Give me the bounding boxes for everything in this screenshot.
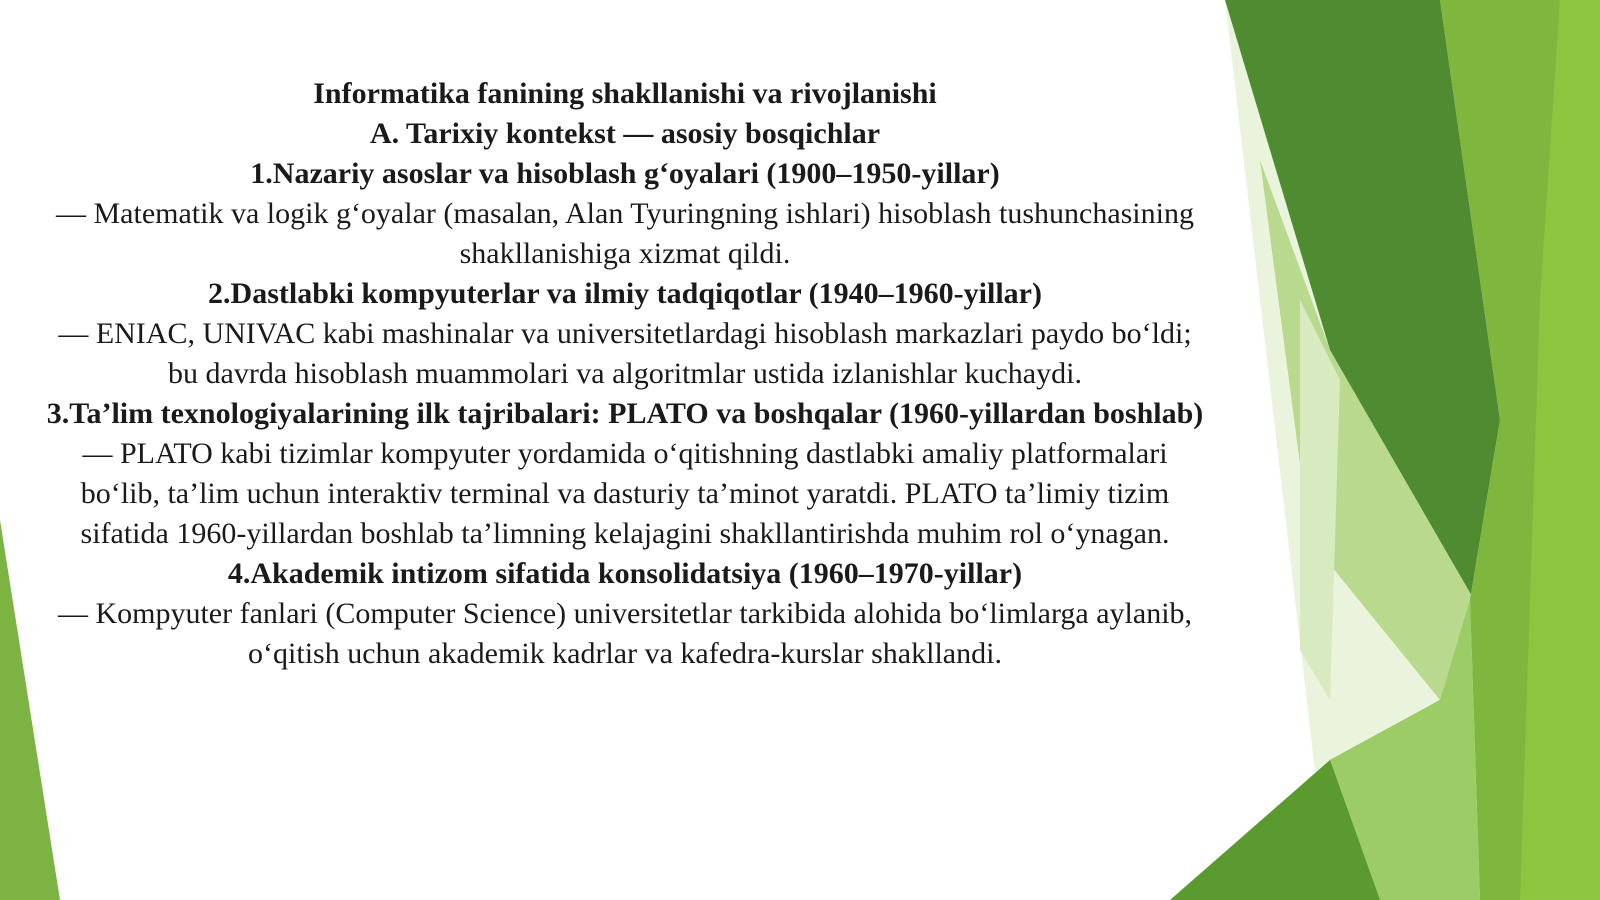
slide-subtitle: A. Tarixiy kontekst — asosiy bosqichlar — [369, 117, 881, 150]
section-body-3: — PLATO kabi tizimlar kompyuter yordamida o‘qitishning dastlabki amaliy platformalari bo‘lib, ta’lim uchun interaktiv terminal va dasturiy ta’minot yaratdi. PLATO ta’limiy tizim sifatida 1960-yillardan boshlab ta’limning kelajagini shakllantirishda muhim rol o‘ynagan. — [80, 437, 1170, 550]
slide-title: Informatika fanining shakllanishi va rivojlanishi — [313, 77, 937, 110]
section-heading-3: 3.Ta’lim texnologiyalarining ilk tajribalari: PLATO va boshqalar (1960-yillardan boshlab) — [46, 397, 1204, 430]
section-body-4: — Kompyuter fanlari (Computer Science) universitetlar tarkibida alohida bo‘limlarga aylanib, o‘qitish uchun akademik kadrlar va kafedra-kurslar shakllandi. — [57, 597, 1193, 670]
section-heading-2: 2.Dastlabki kompyuterlar va ilmiy tadqiqotlar (1940–1960-yillar) — [208, 277, 1042, 310]
section-body-2: — ENIAC, UNIVAC kabi mashinalar va universitetlardagi hisoblash markazlari paydo bo‘ldi; bu davrda hisoblash muammolari va algoritmlar ustida izlanishlar kuchaydi. — [58, 317, 1192, 390]
section-heading-1: 1.Nazariy asoslar va hisoblash g‘oyalari (1900–1950-yillar) — [250, 157, 1000, 190]
slide-content — [40, 74, 1210, 674]
section-body-1: — Matematik va logik g‘oyalar (masalan, Alan Tyuringning ishlari) hisoblash tushunchasining shakllanishiga xizmat qildi. — [56, 197, 1194, 270]
section-heading-4: 4.Akademik intizom sifatida konsolidatsiya (1960–1970-yillar) — [227, 557, 1023, 590]
